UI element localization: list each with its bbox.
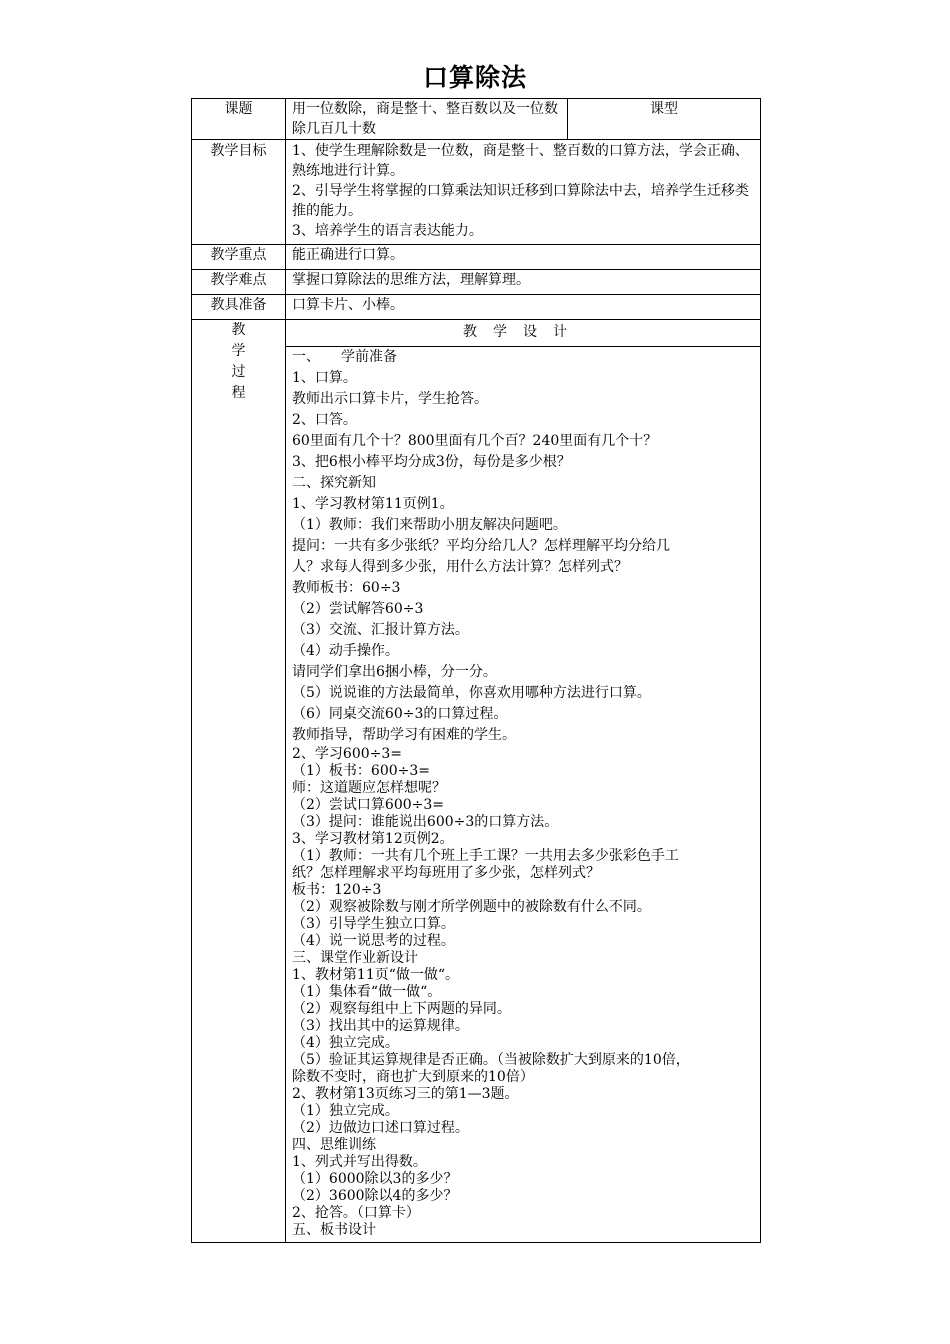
key-value: 能正确进行口算。 bbox=[286, 245, 761, 270]
process-line: 教师出示口算卡片，学生抢答。 bbox=[292, 391, 488, 407]
process-line: （1）独立完成。 bbox=[292, 1103, 399, 1119]
key-row bbox=[192, 245, 761, 270]
process-line: （5）说说谁的方法最简单，你喜欢用哪种方法进行口算。 bbox=[292, 685, 651, 701]
goal-item: 2、引导学生将掌握的口算乘法知识迁移到口算除法中去，培养学生迁移类推的能力。 bbox=[292, 183, 749, 219]
tools-label: 教具准备 bbox=[192, 295, 286, 320]
process-line: （4）动手操作。 bbox=[292, 643, 399, 659]
process-line: （2）观察被除数与刚才所学例题中的被除数有什么不同。 bbox=[292, 899, 651, 915]
process-line: （3）引导学生独立口算。 bbox=[292, 916, 455, 932]
goal-item: 1、使学生理解除数是一位数，商是整十、整百数的口算方法，学会正确、熟练地进行计算。 bbox=[292, 143, 749, 179]
process-line: （2）3600除以4的多少？ bbox=[292, 1188, 458, 1204]
process-line: 2、教材第13页练习三的第1—3题。 bbox=[292, 1086, 519, 1102]
topic-label: 课题 bbox=[192, 99, 286, 140]
process-line: （2）尝试解答60÷3 bbox=[292, 601, 424, 617]
process-line: 2、学习600÷3= bbox=[292, 746, 402, 762]
goals-label: 教学目标 bbox=[192, 140, 286, 245]
process-line: 教师板书：60÷3 bbox=[292, 580, 401, 596]
process-line: 3、学习教材第12页例2。 bbox=[292, 831, 454, 847]
process-line: 提问：一共有多少张纸？平均分给几人？怎样理解平均分给几 bbox=[292, 538, 670, 554]
difficulty-value: 掌握口算除法的思维方法，理解算理。 bbox=[286, 270, 761, 295]
process-line: （3）提问：谁能说出600÷3的口算方法。 bbox=[292, 814, 559, 830]
process-line: 除数不变时，商也扩大到原来的10倍） bbox=[292, 1069, 534, 1085]
topic-row bbox=[192, 99, 761, 140]
process-line: （1）6000除以3的多少？ bbox=[292, 1171, 458, 1187]
type-cell bbox=[568, 99, 761, 140]
type-label: 课型 bbox=[650, 101, 678, 117]
process-line: 请同学们拿出6捆小棒，分一分。 bbox=[292, 664, 497, 680]
process-line: （1）教师：一共有几个班上手工课？一共用去多少张彩色手工 bbox=[292, 848, 679, 864]
process-line: （3）交流、汇报计算方法。 bbox=[292, 622, 469, 638]
process-label-vertical bbox=[232, 320, 246, 404]
difficulty-label: 教学难点 bbox=[192, 270, 286, 295]
tools-row bbox=[192, 295, 761, 320]
process-line: 二、探究新知 bbox=[292, 475, 376, 491]
process-line: 3、把6根小棒平均分成3份，每份是多少根？ bbox=[292, 454, 571, 470]
process-line: （2）边做边口述口算过程。 bbox=[292, 1120, 469, 1136]
goals-cell bbox=[286, 140, 761, 245]
process-line: （1）板书：600÷3= bbox=[292, 763, 430, 779]
design-header: 教学设计 bbox=[286, 320, 760, 347]
process-line: （2）尝试口算600÷3= bbox=[292, 797, 444, 813]
process-row bbox=[192, 320, 761, 1243]
goal-item: 3、培养学生的语言表达能力。 bbox=[292, 223, 483, 239]
process-line: 五、板书设计 bbox=[292, 1222, 376, 1238]
process-line: （4）说一说思考的过程。 bbox=[292, 933, 455, 949]
process-char: 过 bbox=[231, 364, 246, 380]
process-line: 一、 学前准备 bbox=[292, 349, 397, 365]
process-line: 2、口答。 bbox=[292, 412, 357, 428]
process-line: 师：这道题应怎样想呢？ bbox=[292, 780, 446, 796]
process-char: 学 bbox=[231, 343, 246, 359]
topic-value: 用一位数除，商是整十、整百数以及一位数除几百几十数 bbox=[286, 99, 568, 140]
process-line: （5）验证其运算规律是否正确。（当被除数扩大到原来的10倍， bbox=[292, 1052, 690, 1068]
process-line: 1、教材第11页“做一做“。 bbox=[292, 967, 460, 983]
process-line: （2）观察每组中上下两题的异同。 bbox=[292, 1001, 511, 1017]
process-line: 1、口算。 bbox=[292, 370, 357, 386]
goals-row bbox=[192, 140, 761, 245]
process-cell bbox=[286, 320, 761, 1243]
process-body bbox=[292, 347, 754, 1239]
process-line: （6）同桌交流60÷3的口算过程。 bbox=[292, 706, 508, 722]
tools-value: 口算卡片、小棒。 bbox=[286, 295, 761, 320]
process-line: 60里面有几个十？800里面有几个百？240里面有几个十？ bbox=[292, 433, 658, 449]
process-line: 1、列式并写出得数。 bbox=[292, 1154, 427, 1170]
process-line: （4）独立完成。 bbox=[292, 1035, 399, 1051]
process-char: 教 bbox=[231, 322, 246, 338]
process-line: 人？求每人得到多少张，用什么方法计算？怎样列式？ bbox=[292, 559, 628, 575]
process-label bbox=[192, 320, 286, 1243]
process-line: 2、抢答。（口算卡） bbox=[292, 1205, 420, 1221]
process-line: 板书：120÷3 bbox=[292, 882, 382, 898]
page-title: 口算除法 bbox=[422, 63, 527, 92]
key-label: 教学重点 bbox=[192, 245, 286, 270]
process-line: （3）找出其中的运算规律。 bbox=[292, 1018, 469, 1034]
process-line: 1、学习教材第11页例1。 bbox=[292, 496, 454, 512]
process-line: 四、思维训练 bbox=[292, 1137, 376, 1153]
difficulty-row bbox=[192, 270, 761, 295]
lesson-plan-table bbox=[191, 98, 761, 1243]
process-line: 三、课堂作业新设计 bbox=[292, 950, 418, 966]
process-line: 纸？怎样理解求平均每班用了多少张，怎样列式？ bbox=[292, 865, 600, 881]
process-line: （1）集体看“做一做“。 bbox=[292, 984, 442, 1000]
process-char: 程 bbox=[231, 385, 246, 401]
process-line: （1）教师：我们来帮助小朋友解决问题吧。 bbox=[292, 517, 567, 533]
process-line: 教师指导，帮助学习有困难的学生。 bbox=[292, 727, 516, 743]
